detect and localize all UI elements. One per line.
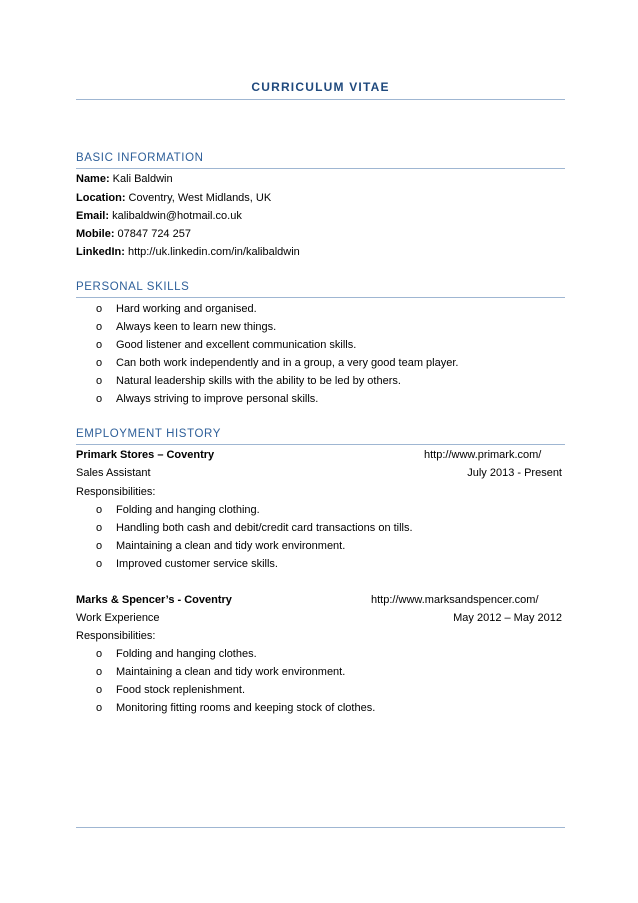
resp-item: Maintaining a clean and tidy work environment. — [116, 666, 346, 678]
resp-bullet: o — [96, 558, 103, 570]
document-title: CURRICULUM VITAE — [251, 80, 390, 94]
resp-item: Folding and hanging clothing. — [116, 504, 260, 516]
skill-bullet: o — [96, 339, 103, 351]
skill-bullet: o — [96, 375, 103, 387]
location-label: Location: — [76, 192, 126, 204]
job-role: Sales Assistant — [76, 467, 151, 479]
email-value[interactable]: kalibaldwin@hotmail.co.uk — [109, 210, 242, 222]
resp-item: Handling both cash and debit/credit card transactions on tills. — [116, 522, 413, 534]
resp-item: Maintaining a clean and tidy work environment. — [116, 540, 346, 552]
job-url[interactable]: http://www.marksandspencer.com/ — [371, 594, 539, 606]
resp-item: Improved customer service skills. — [116, 558, 278, 570]
mobile-label: Mobile: — [76, 228, 115, 240]
skill-item: Hard working and organised. — [116, 303, 257, 315]
mobile-value: 07847 724 257 — [114, 228, 191, 240]
resp-bullet: o — [96, 504, 103, 516]
employment-heading: EMPLOYMENT HISTORY — [76, 428, 221, 440]
skills-heading: PERSONAL SKILLS — [76, 281, 190, 293]
job-dates: May 2012 – May 2012 — [453, 612, 562, 624]
linkedin-value[interactable]: http://uk.linkedin.com/in/kalibaldwin — [124, 246, 300, 258]
job-employer-name: Primark Stores – Coventry — [76, 449, 215, 461]
name-label: Name: — [76, 173, 110, 185]
basic-info-heading: BASIC INFORMATION — [76, 152, 204, 164]
resp-bullet: o — [96, 666, 103, 678]
resp-bullet: o — [96, 702, 103, 714]
name-line — [76, 172, 173, 186]
skill-bullet: o — [96, 303, 103, 315]
linkedin-line — [76, 245, 300, 259]
email-label: Email: — [76, 210, 110, 222]
job-role: Work Experience — [76, 612, 160, 624]
responsibilities-label: Responsibilities: — [76, 486, 156, 498]
employment-rule — [76, 444, 565, 445]
job-employer — [76, 448, 214, 462]
skill-item: Good listener and excellent communication skills. — [116, 339, 357, 351]
job-employer — [76, 593, 232, 607]
resp-item: Folding and hanging clothes. — [116, 648, 257, 660]
job-employer-name: Marks & Spencer’s - Coventry — [76, 594, 232, 606]
job-dates: July 2013 - Present — [467, 467, 562, 479]
skill-item: Can both work independently and in a group, a very good team player. — [116, 357, 459, 369]
title-rule — [76, 99, 565, 100]
resp-bullet: o — [96, 522, 103, 534]
responsibilities-label: Responsibilities: — [76, 630, 156, 642]
resp-bullet: o — [96, 648, 103, 660]
resp-bullet: o — [96, 684, 103, 696]
email-line — [76, 209, 242, 223]
resp-item: Food stock replenishment. — [116, 684, 246, 696]
skill-item: Always keen to learn new things. — [116, 321, 277, 333]
skill-item: Natural leadership skills with the ability to be led by others. — [116, 375, 401, 387]
skill-bullet: o — [96, 357, 103, 369]
mobile-line — [76, 227, 191, 241]
job-url[interactable]: http://www.primark.com/ — [424, 449, 542, 461]
footer-rule — [76, 827, 565, 828]
skill-item: Always striving to improve personal skills. — [116, 393, 319, 405]
name-value: Kali Baldwin — [109, 173, 173, 185]
skill-bullet: o — [96, 321, 103, 333]
location-line — [76, 191, 271, 205]
skills-rule — [76, 297, 565, 298]
resp-bullet: o — [96, 540, 103, 552]
basic-info-rule — [76, 168, 565, 169]
linkedin-label: LinkedIn: — [76, 246, 125, 258]
resp-item: Monitoring fitting rooms and keeping stock of clothes. — [116, 702, 376, 714]
location-value: Coventry, West Midlands, UK — [125, 192, 272, 204]
skill-bullet: o — [96, 393, 103, 405]
